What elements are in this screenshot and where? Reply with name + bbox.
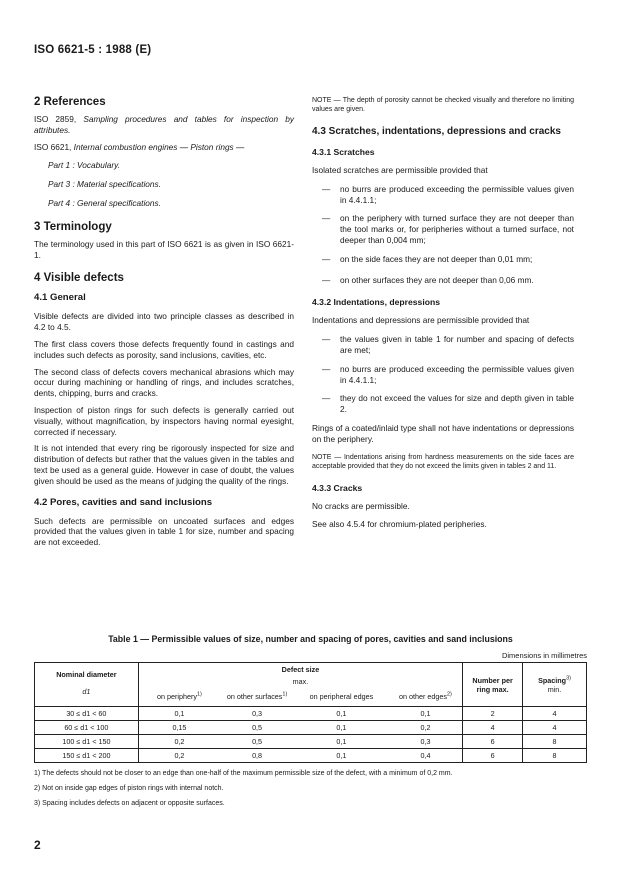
reference-part-3: Part 3 : Material specifications. (48, 179, 161, 190)
header-defect-size: Defect size (138, 663, 462, 677)
reference-iso-6621: ISO 6621, Internal combustion engines — Piston rings — (34, 141, 245, 152)
cell-other-surfaces: 0,8 (220, 749, 294, 763)
terminology-heading: 3 Terminology (34, 220, 112, 233)
cell-spacing: 8 (523, 749, 587, 763)
scratches-subheading: 4.3.1 Scratches (312, 147, 375, 157)
table-footnote-2: 2) Not on inside gap edges of piston rings with internal notch. (34, 785, 224, 792)
general-para-5: It is not intended that every ring be rigorously inspected for size and distribution of defects but rather that the values given in the tables and text be used as a general guide. However in case of doubt, the values given should be used as the means of judging the quality of the rings. (34, 443, 294, 486)
reference-part-4: Part 4 : General specifications. (48, 197, 161, 208)
indentations-item-3: — they do not exceed the values for size and depth given in table 2. (322, 393, 574, 415)
scratches-item-4: — on other surfaces they are not deeper than 0,06 mm. (322, 274, 534, 285)
cell-number: 2 (463, 707, 523, 721)
reference-part-1: Part 1 : Vocabulary. (48, 160, 120, 171)
cell-spacing: 4 (523, 721, 587, 735)
cracks-heading: 4.3.3 Cracks (312, 482, 363, 493)
table-row (35, 749, 587, 763)
cell-other-edges: 0,2 (389, 721, 463, 735)
header-d1: d1 (35, 687, 139, 707)
cell-other-edges: 0,4 (389, 749, 463, 763)
header-spacing: Spacing$^{3)}$ min. (523, 663, 587, 707)
cell-periphery: 0,2 (138, 749, 220, 763)
cell-number: 4 (463, 721, 523, 735)
document-header: ISO 6621-5 : 1988 (E) (34, 44, 152, 56)
table-row (35, 735, 587, 749)
table-row (35, 721, 587, 735)
cell-peripheral-edges: 0,1 (294, 735, 389, 749)
cell-peripheral-edges: 0,1 (294, 749, 389, 763)
references-heading: 2 References (34, 96, 106, 108)
table-footnote-3: 3) Spacing includes defects on adjacent or opposite surfaces. (34, 800, 225, 807)
cell-range: 30 ≤ d1 < 60 (35, 707, 139, 721)
scratches-heading: 4.3 Scratches, indentations, depressions and cracks (312, 126, 561, 137)
left-column (34, 96, 294, 548)
defects-table (34, 662, 587, 763)
cell-range: 60 ≤ d1 < 100 (35, 721, 139, 735)
indentations-item-2: — no burrs are produced exceeding the permissible values given in 4.4.1.1; (322, 363, 574, 385)
table-row (35, 707, 587, 721)
cell-other-surfaces: 0,5 (220, 721, 294, 735)
pores-text: Such defects are permissible on uncoated surfaces and edges provided that the values given in table 1 for size, number and spacing are not exceeded. (34, 515, 294, 548)
indentations-item-1: — the values given in table 1 for number and spacing of defects are met; (322, 334, 574, 355)
cell-spacing: 8 (523, 735, 587, 749)
visible-defects-heading: 4 Visible defects (34, 272, 124, 285)
general-para-1: Visible defects are divided into two principle classes as described in 4.2 to 4.5. (34, 311, 294, 333)
header-on-peripheral-edges: on peripheral edges (294, 687, 389, 707)
right-column (312, 96, 574, 530)
cell-range: 150 ≤ d1 < 200 (35, 749, 139, 763)
cell-number: 6 (463, 735, 523, 749)
terminology-text: The terminology used in this part of ISO 6621 is as given in ISO 6621-1. (34, 238, 294, 260)
table-caption: Table 1 — Permissible values of size, number and spacing of pores, cavities and sand inclusions (108, 634, 513, 644)
general-para-4: Inspection of piston rings for such defects is generally carried out visually, without magnification, by inspectors having normal eyesight, corrected if necessary. (34, 404, 294, 437)
table-footnote-1: 1) The defects should not be closer to an edge than one-half of the maximum permissible size of the defect, with a minimum of 0,2 mm. (34, 770, 453, 777)
page-number: 2 (34, 838, 41, 852)
header-on-periphery: on periphery$^{1)}$ (138, 687, 220, 707)
cracks-text: No cracks are permissible. (312, 500, 410, 511)
header-max: max. (138, 677, 462, 687)
scratches-item-2: — on the periphery with turned surface they are not deeper than the tool marks or, for peripheries without a turned surface, not deeper than 0,004 mm; (322, 213, 574, 245)
coated-rings-text: Rings of a coated/inlaid type shall not have indentations or depressions on the periphery. (312, 422, 574, 444)
header-on-other-surfaces: on other surfaces$^{1)}$ (220, 687, 294, 707)
general-heading: 4.1 General (34, 292, 86, 304)
header-number-per-ring: Number per ring max. (463, 663, 523, 707)
cell-other-surfaces: 0,3 (220, 707, 294, 721)
indentations-intro: Indentations and depressions are permissible provided that (312, 315, 530, 326)
cell-other-edges: 0,3 (389, 735, 463, 749)
cell-other-edges: 0,1 (389, 707, 463, 721)
cell-other-surfaces: 0,5 (220, 735, 294, 749)
scratches-item-1: — no burrs are produced exceeding the permissible values given in 4.4.1.1; (322, 183, 574, 205)
table-units: Dimensions in millimetres (501, 651, 587, 660)
header-on-other-edges: on other edges$^{2)}$ (389, 687, 463, 707)
hardness-note: NOTE — Indentations arising from hardness measurements on the side faces are acceptable provided that they do not exceed the limits given in tables 2 and 11. (312, 453, 574, 470)
cell-peripheral-edges: 0,1 (294, 721, 389, 735)
reference-iso-2859: ISO 2859, Sampling procedures and tables for inspection by attributes. (34, 114, 295, 135)
porosity-note: NOTE — The depth of porosity cannot be checked visually and therefore no limiting values are given. (312, 97, 574, 113)
indentations-heading: 4.3.2 Indentations, depressions (312, 297, 440, 308)
cell-periphery: 0,15 (138, 721, 220, 735)
cracks-see-also: See also 4.5.4 for chromium-plated peripheries. (312, 519, 487, 530)
cell-periphery: 0,2 (138, 735, 220, 749)
cell-range: 100 ≤ d1 < 150 (35, 735, 139, 749)
general-para-2: The first class covers those defects frequently found in castings and includes such defects as porosity, sand inclusions, cavities, etc. (34, 338, 294, 360)
cell-spacing: 4 (523, 707, 587, 721)
cell-periphery: 0,1 (138, 707, 220, 721)
pores-heading: 4.2 Pores, cavities and sand inclusions (34, 496, 213, 508)
scratches-intro: Isolated scratches are permissible provided that (312, 165, 488, 175)
cell-number: 6 (463, 749, 523, 763)
header-nominal-diameter: Nominal diameter (35, 663, 139, 687)
scratches-item-3: — on the side faces they are not deeper than 0,01 mm; (322, 253, 533, 264)
cell-peripheral-edges: 0,1 (294, 707, 389, 721)
general-para-3: The second class of defects covers mechanical abrasions which may occur during machining or handling of rings, and includes scratches, dents, chipping, burrs and cracks. (34, 366, 294, 399)
